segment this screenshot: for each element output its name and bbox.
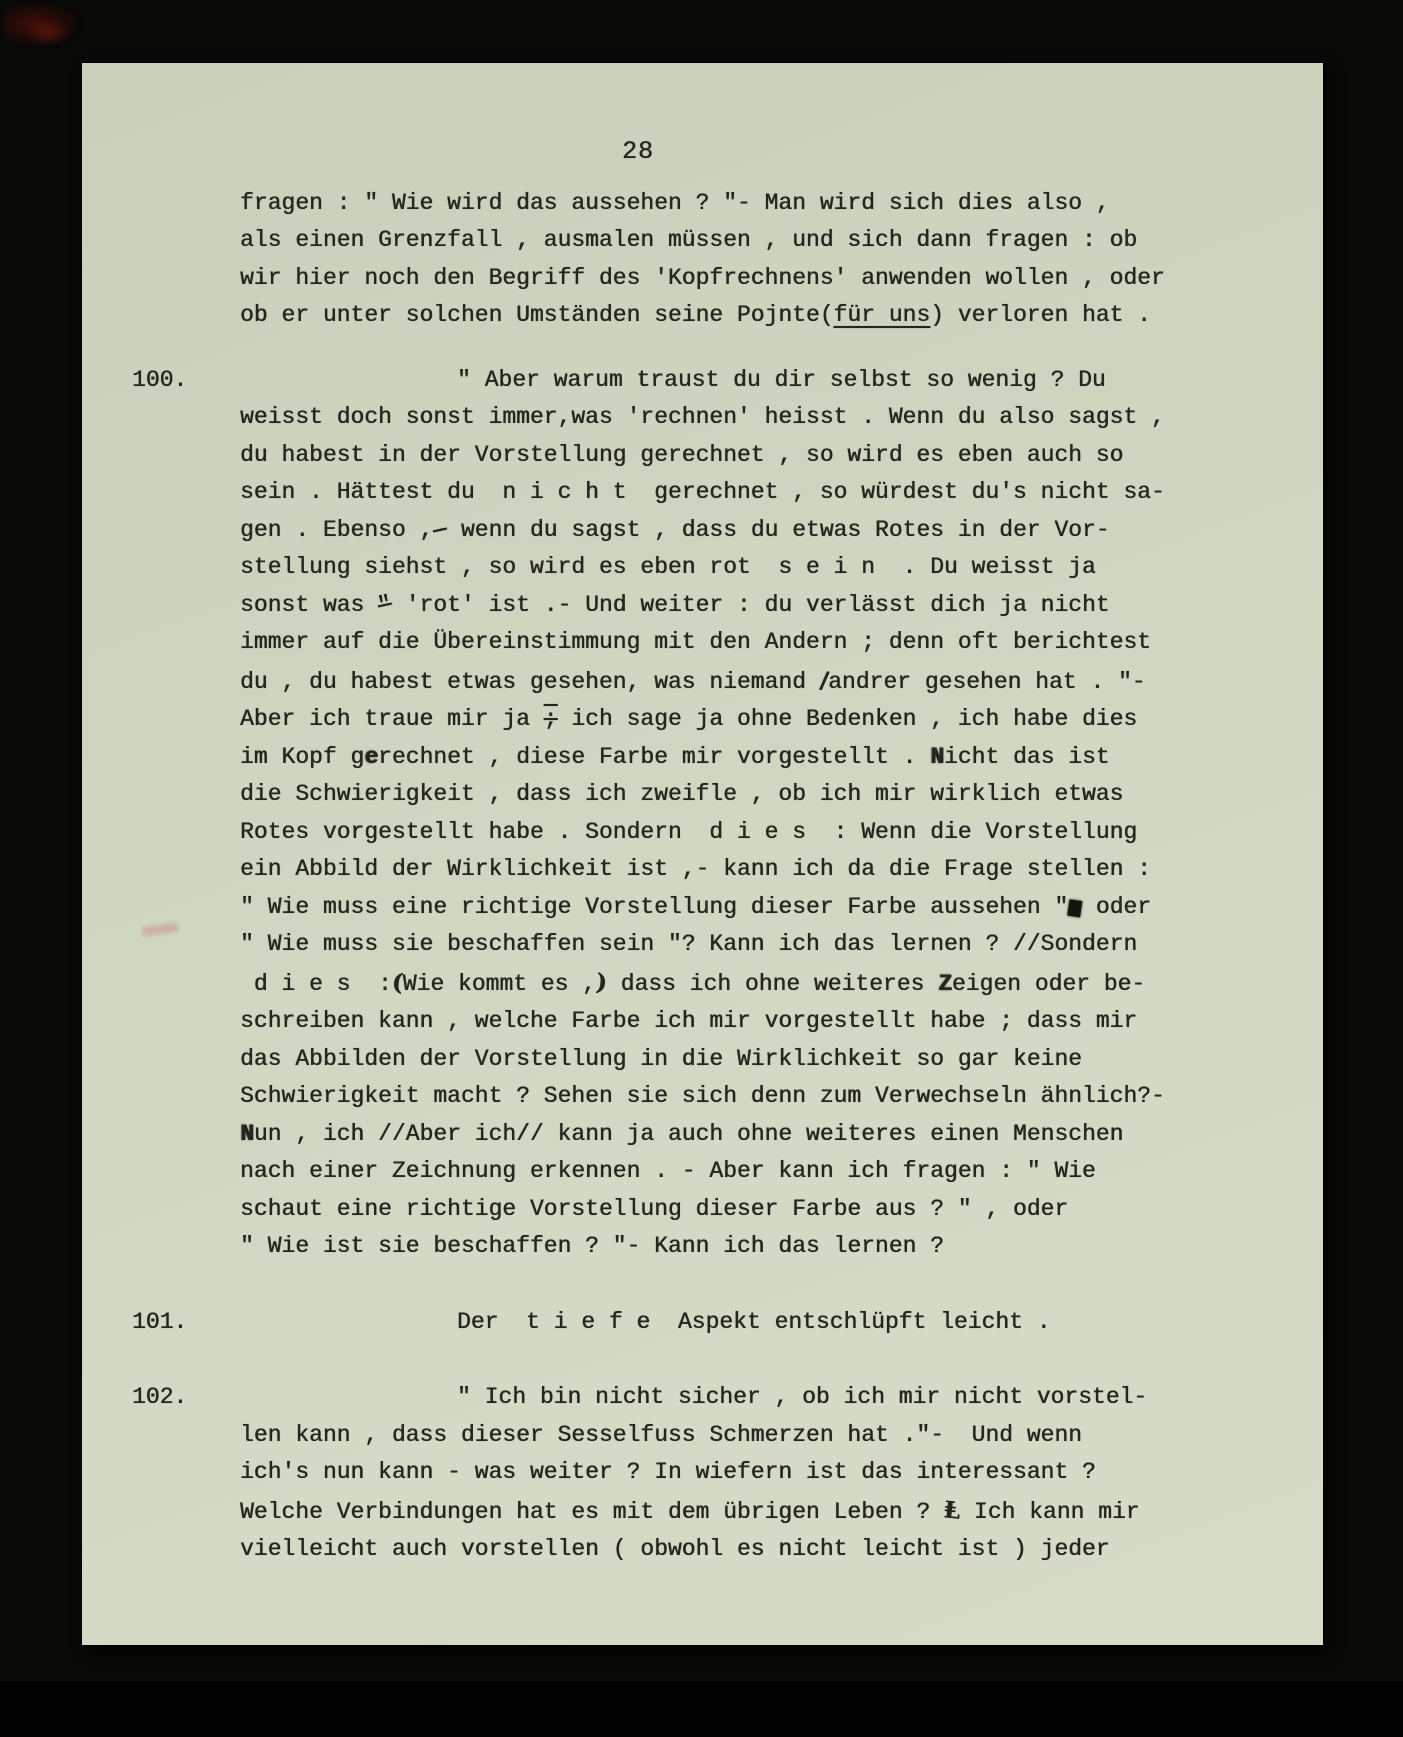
- overstruck-char: N: [240, 1120, 254, 1147]
- text-line: du , du habest etwas gesehen, was niemand ∕andrer gesehen hat . "-: [240, 662, 1200, 702]
- paragraph-number: 102.: [132, 1384, 188, 1410]
- paragraphs: [82, 185, 1323, 1569]
- text-line: ich's nun kann - was weiter ? In wiefern ist das interessant ?: [240, 1459, 1096, 1485]
- text-line: schreiben kann , welche Farbe ich mir vorgestellt habe ; dass mir: [240, 1008, 1138, 1034]
- text-line: vielleicht auch vorstellen ( obwohl es nicht leicht ist ) jeder: [240, 1536, 1110, 1562]
- text-line: im Kopf gerechnet , diese Farbe mir vorgestellt . Nicht das ist: [240, 743, 1110, 770]
- handwritten-mark: ∕: [818, 666, 830, 694]
- text-line: die Schwierigkeit , dass ich zweifle , ob ich mir wirklich etwas: [240, 781, 1124, 807]
- text-line: schaut eine richtige Vorstellung dieser Farbe aus ? " , oder: [240, 1195, 1069, 1222]
- paragraph-number: 101.: [132, 1308, 188, 1335]
- text-line: len kann , dass dieser Sesselfuss Schmerzen hat ."- Und wenn: [240, 1421, 1082, 1448]
- text-line: nach einer Zeichnung erkennen . - Aber kann ich fragen : " Wie: [240, 1158, 1096, 1184]
- paragraph: [240, 185, 1200, 335]
- text-line: als einen Grenzfall , ausmalen müssen , und sich dann fragen : ob: [240, 227, 1138, 253]
- text-line: Welche Verbindungen hat es mit dem übrigen Leben ? Ⱡ Ich kann mir: [240, 1492, 1200, 1532]
- overstruck-char: N: [930, 743, 944, 770]
- text-line: du habest in der Vorstellung gerechnet , so wird es eben auch so: [240, 441, 1124, 468]
- text-line: Aber ich traue mir ja ; ich sage ja ohne Bedenken , ich habe dies: [240, 706, 1138, 732]
- text-line: wir hier noch den Begriff des 'Kopfrechnens' anwenden wollen , oder: [240, 264, 1165, 291]
- handwritten-mark: ): [594, 968, 609, 996]
- red-ink-smudge: [26, 20, 72, 46]
- text-line: " Ich bin nicht sicher , ob ich mir nicht vorstel-: [457, 1384, 1148, 1410]
- typescript-page: [82, 63, 1323, 1645]
- text-line: das Abbilden der Vorstellung in die Wirklichkeit so gar keine: [240, 1045, 1082, 1072]
- text-line: Schwierigkeit macht ? Sehen sie sich denn zum Verwechseln ähnlich?-: [240, 1083, 1165, 1109]
- overstruck-char: Z: [938, 970, 952, 997]
- page-number: 28: [622, 137, 655, 166]
- paragraph-number: 100.: [132, 366, 188, 393]
- paragraph: [132, 362, 1200, 1266]
- text-line: Rotes vorgestellt habe . Sondern d i e s : Wenn die Vorstellung: [240, 818, 1138, 845]
- text-line: d i e s :(Wie kommt es ,) dass ich ohne weiteres Zeigen oder be-: [240, 964, 1200, 1004]
- paragraph: [132, 1379, 1200, 1569]
- text-line: " Aber warum traust du dir selbst so wenig ? Du: [457, 366, 1106, 393]
- struck-char: ": [375, 590, 395, 619]
- text-line: ob er unter solchen Umständen seine Pojnte(für uns) verloren hat .: [240, 302, 1151, 328]
- overstruck-char: e: [364, 743, 379, 770]
- handwritten-mark: (: [390, 968, 405, 996]
- corrected-char: ;: [543, 706, 558, 732]
- text-line: gen . Ebenso ,- wenn du sagst , dass du etwas Rotes in der Vor-: [240, 512, 1200, 550]
- text-line: " Wie ist sie beschaffen ? "- Kann ich das lernen ?: [240, 1233, 944, 1259]
- text-line: Der t i e f e Aspekt entschlüpft leicht .: [457, 1308, 1051, 1335]
- scan-margin: [0, 1681, 1403, 1737]
- text-line: weisst doch sonst immer,was 'rechnen' heisst . Wenn du also sagst ,: [240, 404, 1165, 430]
- paragraph: [132, 1304, 1200, 1342]
- underlined-text: für uns: [833, 302, 931, 328]
- text-line: sonst was " 'rot' ist .- Und weiter : du verlässt dich ja nicht: [240, 587, 1200, 625]
- text-line: sein . Hättest du n i c h t gerechnet , so würdest du's nicht sa-: [240, 479, 1165, 505]
- handwritten-mark: Ⱡ: [942, 1495, 962, 1525]
- text-line: " Wie muss sie beschaffen sein "? Kann ich das lernen ? //Sondern: [240, 931, 1138, 957]
- text-line: immer auf die Übereinstimmung mit den Andern ; denn oft berichtest: [240, 629, 1151, 655]
- text-line: ein Abbild der Wirklichkeit ist ,- kann ich da die Frage stellen :: [240, 856, 1151, 882]
- inked-out-char: ▆: [1067, 895, 1083, 918]
- text-line: Nun , ich //Aber ich// kann ja auch ohne weiteres einen Menschen: [240, 1120, 1124, 1147]
- text-line: " Wie muss eine richtige Vorstellung dieser Farbe aussehen "▆ oder: [240, 889, 1200, 927]
- text-line: fragen : " Wie wird das aussehen ? "- Man wird sich dies also ,: [240, 189, 1110, 216]
- struck-char: -: [430, 515, 450, 544]
- text-line: stellung siehst , so wird es eben rot s e i n . Du weisst ja: [240, 554, 1096, 580]
